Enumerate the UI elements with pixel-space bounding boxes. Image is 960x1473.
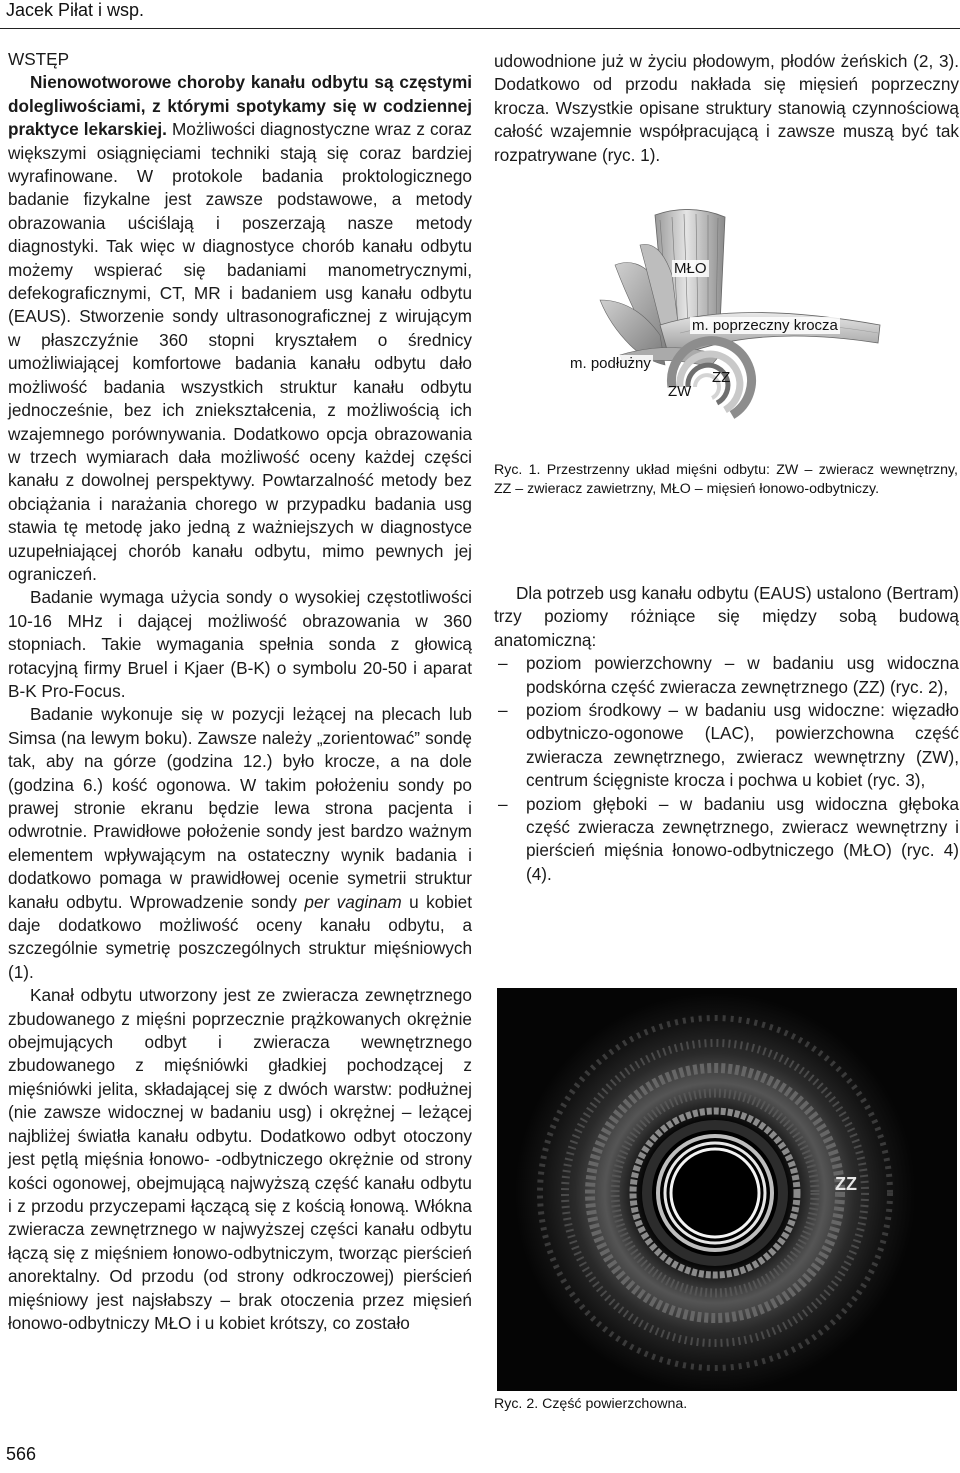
figure-1-caption: Ryc. 1. Przestrzenny układ mięśni odbytu: ZW – zwieracz wewnętrzny, ZZ – zwieracz zawietrzny, MŁO – mięsień łonowo-odbytniczy. bbox=[494, 462, 958, 497]
figure-2-caption: Ryc. 2. Część powierzchowna. bbox=[494, 1396, 688, 1412]
paragraph-continued: udowodnione już w życiu płodowym, płodów żeńskich (2, 3). Dodatkowo od przodu nakłada się mięsień poprzeczny krocza. Wszystkie opisane struktury stanowią czynnościową całość wzajemnie współpracującą i zawsze muszą być tak rozpatrywane (ryc. 1). bbox=[494, 51, 959, 165]
label-longitudinal: m. podłużny bbox=[570, 355, 651, 372]
figure-1-illustration bbox=[560, 205, 890, 445]
label-mlo: MŁO bbox=[674, 260, 707, 277]
paragraph-intro bbox=[8, 71, 472, 586]
label-zz: ZZ bbox=[712, 369, 731, 386]
paragraph-levels-intro: Dla potrzeb usg kanału odbytu (EAUS) ustalono (Bertram) trzy poziomy różniące się między sobą budową anatomiczną: bbox=[494, 583, 959, 650]
label-zz-ultrasound: ZZ bbox=[835, 1174, 857, 1194]
running-header-author: Jacek Piłat i wsp. bbox=[6, 0, 145, 20]
left-column bbox=[8, 48, 472, 1335]
position-text-b: u kobiet daje dodatkowo możliwość oceny kanału odbytu, a szczególnie symetrię poszczególnych struktur mięśniowych (1). bbox=[8, 891, 472, 982]
levels-section bbox=[494, 582, 959, 886]
ultrasound-image bbox=[497, 988, 957, 1391]
list-item: – poziom środkowy – w badaniu usg widoczne: więzadło odbytniczo-ogonowe (LAC), powierzchowna część zwieracza zewnętrznego, zwieracz wewnętrzny (ZW), centrum ścięgniste krocza i pochwa u kobiet (ryc. 3), bbox=[498, 700, 959, 791]
header-rule bbox=[0, 28, 960, 29]
list-item: – poziom powierzchowny – w badaniu usg widoczna podskórna część zwieracza zewnętrznego (ZZ) (ryc. 2), bbox=[498, 653, 959, 697]
paragraph-position bbox=[8, 703, 472, 984]
position-latin: per vaginam bbox=[304, 891, 402, 912]
right-column bbox=[494, 50, 959, 167]
section-title: WSTĘP bbox=[8, 49, 70, 69]
paragraph-anatomy: Kanał odbytu utworzony jest ze zwieracza zewnętrznego zbudowanego z mięśni poprzecznie prążkowanych okrężnie obejmujących odbyt i zwieracza wewnętrznego zbudowanego z mięśniówki gładkiej pochodzącej z mięśniówki jelita, składającej się z dwóch warstw: podłużnej (nie zawsze widocznej w badaniu usg) i okrężnej – leżącej najbliżej światła kanału odbytu. Dodatkowo odbyt otoczony jest pętlą mięśnia łonowo- -odbytniczego okrężnie od strony kości ogonowej, obejmującą najwyższą część kanału odbytu i z przodu przyczepami łączącą się z kością łonową. Włókna zwieracza zewnętrznego w najwyższej części kanału odbytu łączą się z mięśniem łonowo-odbytniczym, tworząc pierścień anorektalny. Od przodu (od strony odkroczowej) pierścień mięśniowy jest najsłabszy – brak otoczenia przez mięsień łonowo-odbytniczy MŁO i u kobiet krótszy, co zostało bbox=[8, 985, 472, 1333]
paragraph-probe: Badanie wymaga użycia sondy o wysokiej częstotliwości 10-16 MHz i dającej możliwość obrazowania w 360 stopniach. Takie wymagania spełnia sonda z głowicą rotacyjną firmy Bruel i Kjaer (B-K) o symbolu 20-50 i aparat B-K Pro-Focus. bbox=[8, 587, 472, 701]
figure-2-ultrasound bbox=[497, 988, 957, 1391]
levels-list bbox=[494, 652, 959, 886]
intro-rest: Możliwości diagnostyczne wraz z coraz większymi osiągnięciami techniki stają się coraz bardziej wyrafinowane. W protokole badania proktologicznego badanie fizykalne jest zawsze podstawowe, a metody obrazowania uściślają i poszerzają nasze metody diagnostyki. Tak więc w diagnostyce chorób kanału odbytu możemy wspierać się badaniami manometrycznymi, defekograficznymi, CT, MR i badaniem usg kanału odbytu (EAUS). Stworzenie sondy ultrasonograficznej z wirującym w płaszczyźnie 360 stopni kryształem o średnicy umożliwiającej komfortowe badania kanału odbytu dało możliwość badania wszystkich struktur kanału odbytu jednocześnie, bez ich zniekształcenia, z możliwością ich wzajemnego porównywania. Dodatkowo opcja obrazowania w trzech wymiarach dała możliwość oceny każdej części kanału z dowolnej perspektywy. Powtarzalność metody bez obciążania i narażania chorego w przypadku badania usg stawia tę metodę jako jedną z ważniejszych w diagnostyce uzupełniającej chorób kanału odbytu, mimo pewnych jej ograniczeń. bbox=[8, 119, 472, 584]
list-item: – poziom głęboki – w badaniu usg widoczna głęboka część zwieracza zewnętrznego, zwieracz wewnętrzny i pierścień mięśnia łonowo-odbytniczego (MŁO) (ryc. 4) (4). bbox=[498, 793, 959, 884]
label-zw: ZW bbox=[668, 383, 692, 400]
position-text-a: Badanie wykonuje się w pozycji leżącej na plecach lub Simsa (na lewym boku). Zawsze należy „zorientować” sondę tak, aby na górze (godzina 12.) było krocze, a na dole (godzina 6.) kość ogonowa. W takim położeniu sondy po prawej stronie ekranu będzie lewa strona pacjenta i odwrotnie. Prawidłowe położenie sondy jest bardzo ważnym elementem wpływającym na ostateczny wynik badania i dodatkowo pomaga w prawidłowej ocenie symetrii struktur kanału odbytu. Wprowadzenie sondy bbox=[8, 704, 472, 912]
page-number: 566 bbox=[6, 1444, 37, 1464]
label-transverse-perinei: m. poprzeczny krocza bbox=[692, 317, 838, 334]
lead-sentence: Nienowotworowe choroby kanału odbytu są częstymi dolegliwościami, z którymi spotykamy się w codziennej praktyce lekarskiej. bbox=[8, 72, 472, 140]
probe-lumen bbox=[675, 1153, 755, 1233]
